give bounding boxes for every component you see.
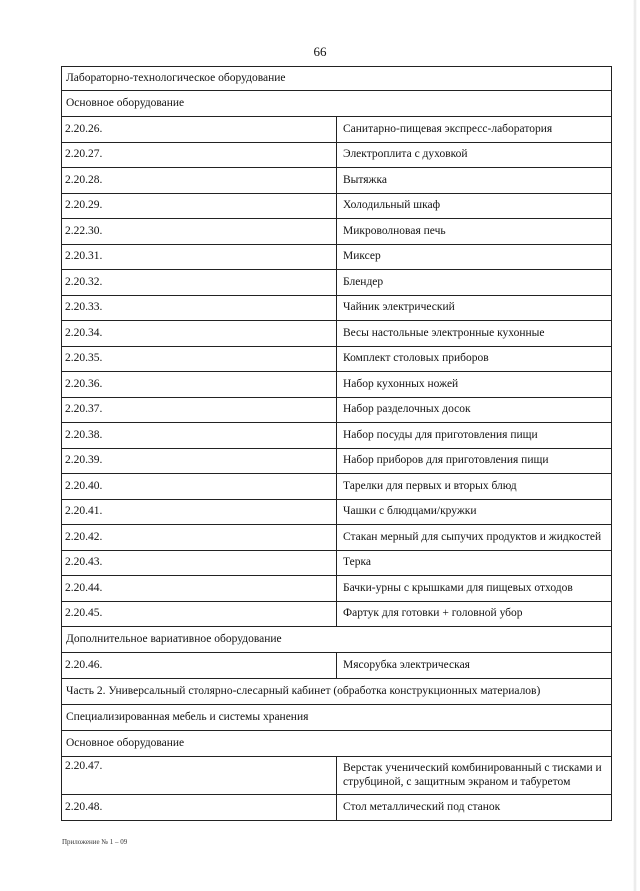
section-title-lab: Лабораторно-технологическое оборудование <box>62 67 612 91</box>
item-name: Холодильный шкаф <box>337 194 612 219</box>
scan-edge-shadow <box>633 0 637 891</box>
section-row <box>62 67 612 91</box>
table-row <box>62 757 612 795</box>
page-number: 66 <box>313 44 327 59</box>
item-name: Санитарно-пищевая экспресс-лаборатория <box>337 117 612 143</box>
item-name: Электроплита с духовкой <box>337 143 612 168</box>
table-row <box>62 551 612 576</box>
group-additional-equipment: Дополнительное вариативное оборудование <box>62 627 612 653</box>
item-name: Весы настольные электронные кухонные <box>337 321 612 347</box>
group-main-equipment-1: Основное оборудование <box>62 91 612 117</box>
item-code: 2.20.46. <box>62 653 337 679</box>
item-code: 2.20.38. <box>62 423 337 449</box>
item-code: 2.20.27. <box>62 143 337 168</box>
group-main-equipment-2: Основное оборудование <box>62 731 612 757</box>
item-code: 2.20.37. <box>62 398 337 423</box>
table-row <box>62 296 612 321</box>
item-name: Набор разделочных досок <box>337 398 612 423</box>
section-row <box>62 679 612 705</box>
table-row <box>62 372 612 398</box>
table-row <box>62 474 612 500</box>
item-name: Верстак ученический комбинированный с тисками и струбциной, с защитным экраном и табуретом <box>337 757 612 795</box>
item-code: 2.20.40. <box>62 474 337 500</box>
item-name: Блендер <box>337 270 612 296</box>
table-row <box>62 423 612 449</box>
item-name: Стол металлический под станок <box>337 795 612 821</box>
item-name: Набор приборов для приготовления пищи <box>337 449 612 474</box>
item-name: Фартук для готовки + головной убор <box>337 602 612 627</box>
item-code: 2.22.30. <box>62 219 337 245</box>
table-row <box>62 525 612 551</box>
item-name: Набор кухонных ножей <box>337 372 612 398</box>
group-row <box>62 627 612 653</box>
item-code: 2.20.31. <box>62 245 337 270</box>
footer-appendix-label: Приложение № 1 – 09 <box>62 838 128 846</box>
table-row <box>62 576 612 602</box>
table-row <box>62 795 612 821</box>
item-code: 2.20.43. <box>62 551 337 576</box>
item-name: Бачки-урны с крышками для пищевых отходов <box>337 576 612 602</box>
item-name: Тарелки для первых и вторых блюд <box>337 474 612 500</box>
item-name: Микроволновая печь <box>337 219 612 245</box>
group-row <box>62 705 612 731</box>
group-specialized-furniture: Специализированная мебель и системы хранения <box>62 705 612 731</box>
table-row <box>62 117 612 143</box>
item-code: 2.20.42. <box>62 525 337 551</box>
table-row <box>62 347 612 372</box>
item-code: 2.20.39. <box>62 449 337 474</box>
item-code: 2.20.45. <box>62 602 337 627</box>
table-row <box>62 194 612 219</box>
item-name: Чайник электрический <box>337 296 612 321</box>
equipment-table <box>61 66 612 821</box>
item-name: Мясорубка электрическая <box>337 653 612 679</box>
item-name: Миксер <box>337 245 612 270</box>
item-code: 2.20.33. <box>62 296 337 321</box>
item-code: 2.20.29. <box>62 194 337 219</box>
item-code: 2.20.47. <box>62 757 337 795</box>
table-row <box>62 143 612 168</box>
item-code: 2.20.32. <box>62 270 337 296</box>
item-name: Комплект столовых приборов <box>337 347 612 372</box>
item-name: Набор посуды для приготовления пищи <box>337 423 612 449</box>
table-row <box>62 449 612 474</box>
item-name: Терка <box>337 551 612 576</box>
table-row <box>62 602 612 627</box>
item-code: 2.20.36. <box>62 372 337 398</box>
table-row <box>62 398 612 423</box>
table-row <box>62 219 612 245</box>
item-name: Чашки с блюдцами/кружки <box>337 500 612 525</box>
table-row <box>62 270 612 296</box>
item-code: 2.20.26. <box>62 117 337 143</box>
group-row <box>62 731 612 757</box>
item-code: 2.20.44. <box>62 576 337 602</box>
item-code: 2.20.48. <box>62 795 337 821</box>
table-row <box>62 168 612 194</box>
table-row <box>62 321 612 347</box>
part-2-title: Часть 2. Универсальный столярно-слесарный кабинет (обработка конструкционных материалов) <box>62 679 612 705</box>
table-row <box>62 500 612 525</box>
item-name: Стакан мерный для сыпучих продуктов и жидкостей <box>337 525 612 551</box>
item-name: Вытяжка <box>337 168 612 194</box>
item-code: 2.20.34. <box>62 321 337 347</box>
item-code: 2.20.35. <box>62 347 337 372</box>
group-row <box>62 91 612 117</box>
table-row <box>62 653 612 679</box>
table-row <box>62 245 612 270</box>
item-code: 2.20.28. <box>62 168 337 194</box>
item-code: 2.20.41. <box>62 500 337 525</box>
